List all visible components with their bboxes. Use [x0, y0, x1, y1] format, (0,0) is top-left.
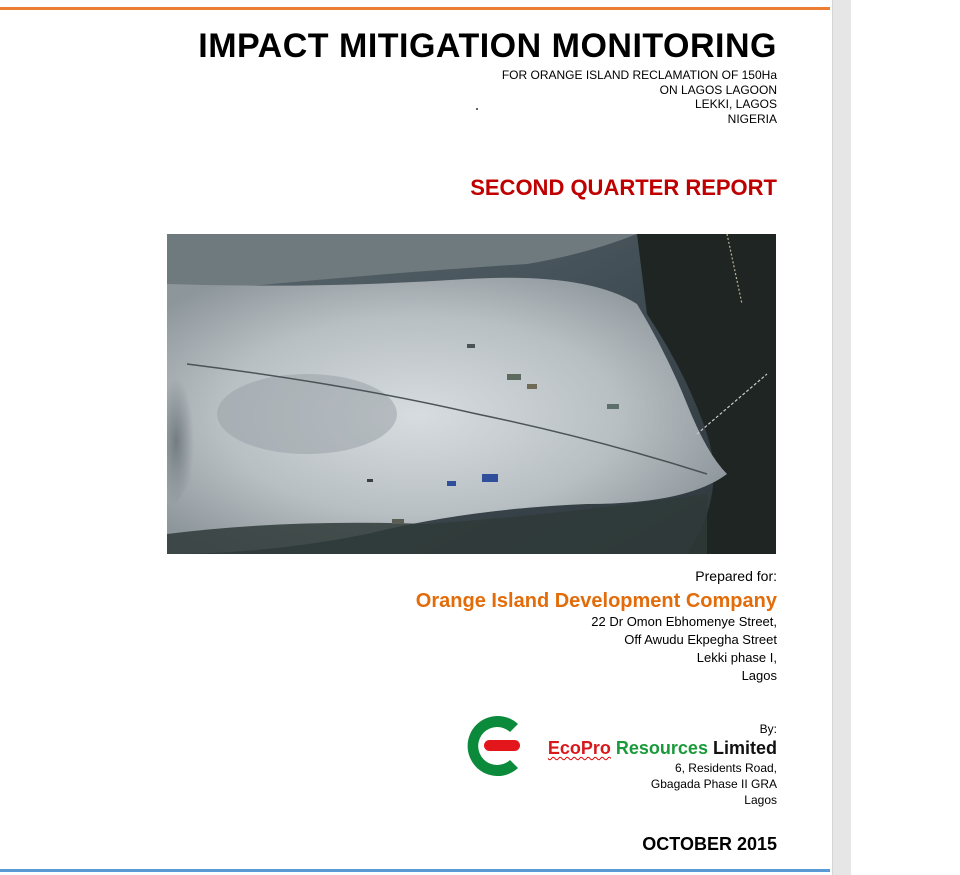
client-address [591, 613, 777, 685]
consultant-name-part: Resources [615, 738, 708, 758]
document-title: IMPACT MITIGATION MONITORING [198, 27, 777, 65]
aerial-photo [167, 234, 776, 554]
subtitle-line: NIGERIA [727, 111, 777, 126]
by-label: By: [759, 722, 777, 736]
consultant-address-line: 6, Residents Road, [674, 761, 777, 775]
subtitle-line: LEKKI, LAGOS [694, 97, 777, 111]
stray-dot [476, 108, 478, 110]
consultant-address-line: Lagos [744, 793, 777, 807]
document-subtitle [502, 68, 777, 126]
report-title: SECOND QUARTER REPORT [470, 175, 777, 200]
client-address-line: Off Awudu Ekpegha Street [624, 632, 777, 647]
client-address-line: Lagos [741, 668, 777, 683]
ecopro-logo-icon [462, 710, 532, 782]
consultant-address [651, 760, 777, 808]
top-rule [0, 7, 830, 10]
client-address-line: 22 Dr Omon Ebhomenye Street, [591, 614, 777, 629]
vertical-scrollbar[interactable] [832, 0, 851, 875]
client-name: Orange Island Development Company [415, 590, 777, 612]
prepared-for-label: Prepared for: [695, 568, 777, 584]
subtitle-line: FOR ORANGE ISLAND RECLAMATION OF 150Ha [501, 68, 777, 82]
client-address-line: Lekki phase I, [696, 650, 777, 665]
consultant-name-part: Limited [712, 738, 777, 758]
subtitle-line: ON LAGOS LAGOON [659, 82, 777, 97]
report-date: OCTOBER 2015 [642, 834, 777, 854]
bottom-rule [0, 869, 830, 872]
consultant-name [548, 737, 777, 759]
consultant-name-part: EcoPro [547, 738, 611, 758]
consultant-address-line: Gbagada Phase II GRA [650, 777, 777, 791]
